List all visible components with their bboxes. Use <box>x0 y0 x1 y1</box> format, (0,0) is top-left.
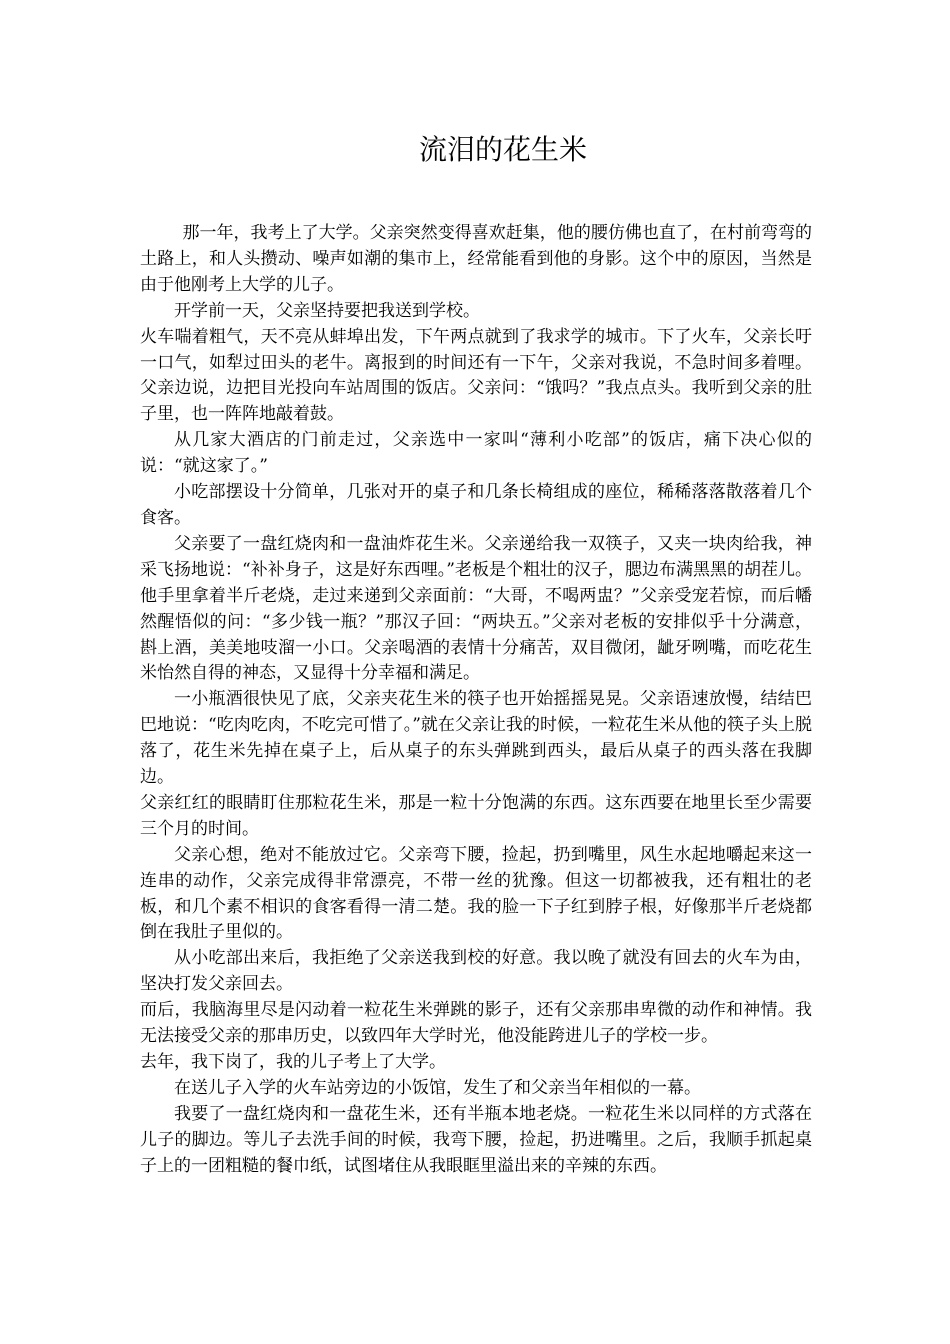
paragraph-8: 父亲红红的眼睛盯住那粒花生米，那是一粒十分饱满的东西。这东西要在地里长至少需要三个月的时间。 <box>140 792 812 839</box>
paragraph-12: 去年，我下岗了，我的儿子考上了大学。 <box>140 1052 446 1072</box>
document-body <box>140 221 812 1180</box>
paragraph-5: 小吃部摆设十分简单，几张对开的桌子和几条长椅组成的座位，稀稀落落散落着几个食客。 <box>140 482 812 528</box>
document-title: 流泪的花生米 <box>418 133 587 166</box>
paragraph-3: 火车喘着粗气，天不亮从蚌埠出发，下午两点就到了我求学的城市。下了火车，父亲长吁一口气，如犁过田头的老牛。离报到的时间还有一下午，父亲对我说，不急时间多着哩。父亲边说，边把目光投向车站周围的饭店。父亲问：“饿吗？”我点点头。我听到父亲的肚子里，也一阵阵地敲着鼓。 <box>140 326 812 425</box>
paragraph-7: 一小瓶酒很快见了底，父亲夹花生米的筷子也开始摇摇晃晃。父亲语速放慢，结结巴巴地说：“吃肉吃肉，不吃完可惜了。”就在父亲让我的时候，一粒花生米从他的筷子头上脱落了，花生米先掉在桌子上，后从桌子的东头弹跳到西头，最后从桌子的西头落在我脚边。 <box>140 689 812 788</box>
paragraph-10: 从小吃部出来后，我拒绝了父亲送我到校的好意。我以晚了就没有回去的火车为由，坚决打发父亲回去。 <box>140 948 812 995</box>
paragraph-1: 那一年，我考上了大学。父亲突然变得喜欢赶集，他的腰仿佛也直了，在村前弯弯的土路上，和人头攒动、噪声如潮的集市上，经常能看到他的身影。这个中的原因，当然是由于他刚考上大学的儿子。 <box>140 223 812 295</box>
paragraph-9: 父亲心想，绝对不能放过它。父亲弯下腰，捡起，扔到嘴里，风生水起地嚼起来这一连串的动作，父亲完成得非常漂亮，不带一丝的犹豫。但这一切都被我，还有粗壮的老板，和几个素不相识的食客看得一清二楚。我的脸一下子红到脖子根，好像那半斤老烧都倒在我肚子里似的。 <box>140 844 812 943</box>
paragraph-6: 父亲要了一盘红烧肉和一盘油炸花生米。父亲递给我一双筷子，又夹一块肉给我，神采飞扬地说：“补补身子，这是好东西哩。”老板是个粗壮的汉子，腮边布满黑黑的胡茬儿。他手里拿着半斤老烧，走过来递到父亲面前：“大哥，不喝两盅？”父亲受宠若惊，而后幡然醒悟似的问：“多少钱一瓶？”那汉子回：“两块五。”父亲对老板的安排似乎十分满意，斟上酒，美美地吱溜一小口。父亲喝酒的表情十分痛苦，双目微闭，龇牙咧嘴，而吃花生米怡然自得的神态，又显得十分幸福和满足。 <box>140 533 812 684</box>
paragraph-4: 从几家大酒店的门前走过，父亲选中一家叫“薄利小吃部”的饭店，痛下决心似的说：“就这家了。” <box>140 430 812 477</box>
paragraph-13: 在送儿子入学的火车站旁边的小饭馆，发生了和父亲当年相似的一幕。 <box>174 1077 701 1098</box>
paragraph-14: 我要了一盘红烧肉和一盘花生米，还有半瓶本地老烧。一粒花生米以同样的方式落在儿子的脚边。等儿子去洗手间的时候，我弯下腰，捡起，扔进嘴里。之后，我顺手抓起桌子上的一团粗糙的餐巾纸，试图堵住从我眼眶里溢出来的辛辣的东西。 <box>140 1103 812 1176</box>
paragraph-11: 而后，我脑海里尽是闪动着一粒花生米弹跳的影子，还有父亲那串卑微的动作和神情。我无法接受父亲的那串历史，以致四年大学时光，他没能跨进儿子的学校一步。 <box>140 1000 812 1047</box>
paragraph-2: 开学前一天，父亲坚持要把我送到学校。 <box>174 300 480 321</box>
